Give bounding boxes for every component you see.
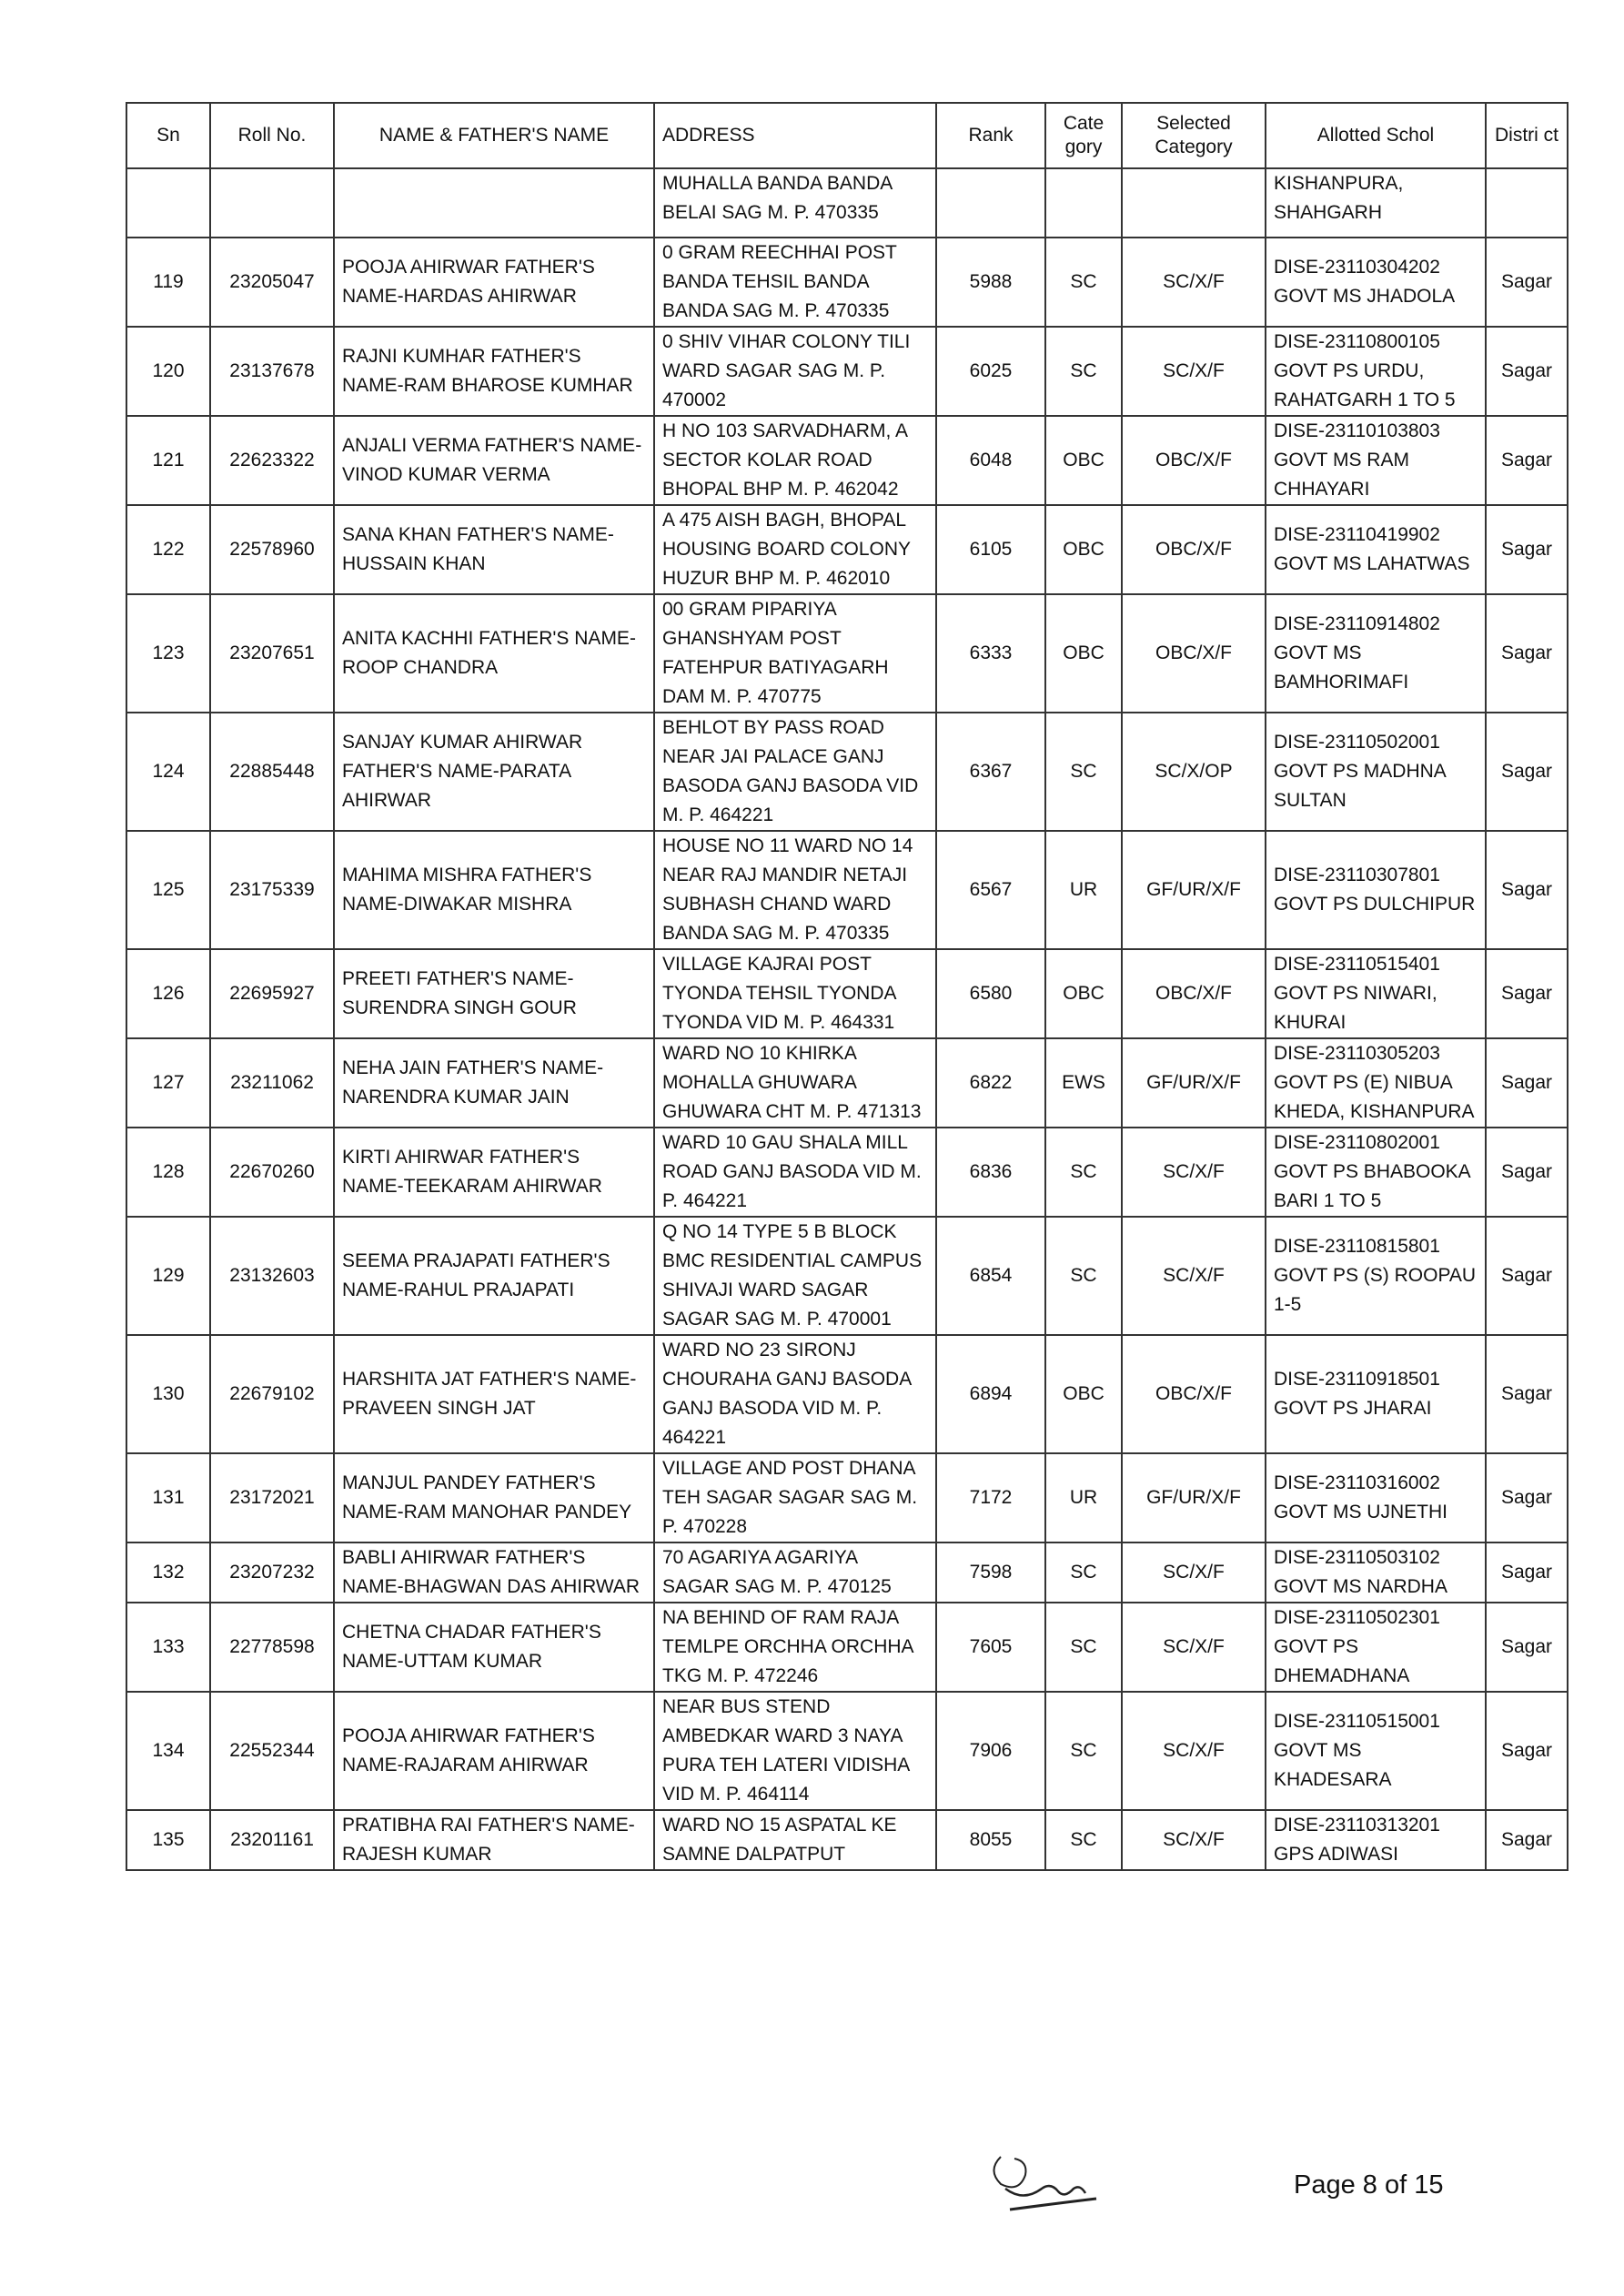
name-cell: ANJALI VERMA FATHER'S NAME-VINOD KUMAR VERMA [334,416,654,505]
name-cell: POOJA AHIRWAR FATHER'S NAME-RAJARAM AHIRWAR [334,1692,654,1810]
col-name: NAME & FATHER'S NAME [334,103,654,168]
category-cell: SC [1045,713,1122,831]
table-row [126,1128,1568,1217]
school-cell: DISE-23110419902 GOVT MS LAHATWAS [1266,505,1486,594]
selected-category-cell: GF/UR/X/F [1122,1038,1266,1128]
district-cell: Sagar [1486,594,1568,713]
selected-category-cell: SC/X/F [1122,1603,1266,1692]
selected-category-cell: OBC/X/F [1122,505,1266,594]
col-sn: Sn [126,103,210,168]
school-cell: DISE-23110313201 GPS ADIWASI [1266,1810,1486,1870]
selected-category-cell: OBC/X/F [1122,1335,1266,1453]
address-cell: WARD NO 10 KHIRKA MOHALLA GHUWARA GHUWARA CHT M. P. 471313 [654,1038,936,1128]
roll-cell: 23132603 [210,1217,334,1335]
district-cell: Sagar [1486,1810,1568,1870]
col-rank: Rank [936,103,1045,168]
district-cell: Sagar [1486,949,1568,1038]
district-cell: Sagar [1486,1128,1568,1217]
table-row [126,1038,1568,1128]
sn-cell: 135 [126,1810,210,1870]
table-row [126,1810,1568,1870]
rank-cell: 6025 [936,327,1045,416]
name-cell: MAHIMA MISHRA FATHER'S NAME-DIWAKAR MISHRA [334,831,654,949]
sn-cell: 129 [126,1217,210,1335]
district-cell: Sagar [1486,1692,1568,1810]
roll-cell: 23175339 [210,831,334,949]
table-row [126,1453,1568,1542]
table-row [126,1603,1568,1692]
rank-cell: 7605 [936,1603,1045,1692]
address-cell: MUHALLA BANDA BANDA BELAI SAG M. P. 470335 [654,168,936,238]
name-cell: PREETI FATHER'S NAME-SURENDRA SINGH GOUR [334,949,654,1038]
table-row [126,594,1568,713]
district-cell: Sagar [1486,327,1568,416]
continued-row [126,168,1568,238]
roll-cell: 22778598 [210,1603,334,1692]
sn-cell: 123 [126,594,210,713]
roll-cell: 23205047 [210,238,334,327]
rank-cell: 6836 [936,1128,1045,1217]
category-cell: SC [1045,1692,1122,1810]
district-cell: Sagar [1486,713,1568,831]
school-cell: DISE-23110103803 GOVT MS RAM CHHAYARI [1266,416,1486,505]
category-cell: OBC [1045,949,1122,1038]
category-cell: SC [1045,1128,1122,1217]
address-cell: NA BEHIND OF RAM RAJA TEMLPE ORCHHA ORCHHA TKG M. P. 472246 [654,1603,936,1692]
name-cell: ANITA KACHHI FATHER'S NAME-ROOP CHANDRA [334,594,654,713]
name-cell: MANJUL PANDEY FATHER'S NAME-RAM MANOHAR PANDEY [334,1453,654,1542]
selected-category-cell: SC/X/F [1122,1692,1266,1810]
school-cell: DISE-23110502301 GOVT PS DHEMADHANA [1266,1603,1486,1692]
rank-cell: 8055 [936,1810,1045,1870]
allotment-table [126,102,1569,1871]
name-cell: NEHA JAIN FATHER'S NAME-NARENDRA KUMAR JAIN [334,1038,654,1128]
roll-cell: 23201161 [210,1810,334,1870]
roll-cell: 22670260 [210,1128,334,1217]
rank-cell: 5988 [936,238,1045,327]
table-row [126,831,1568,949]
sn-cell: 130 [126,1335,210,1453]
roll-cell: 22578960 [210,505,334,594]
category-cell: SC [1045,1217,1122,1335]
address-cell: WARD NO 15 ASPATAL KE SAMNE DALPATPUT [654,1810,936,1870]
table-row [126,1692,1568,1810]
district-cell: Sagar [1486,1217,1568,1335]
table-row [126,1542,1568,1603]
selected-category-cell: SC/X/F [1122,1542,1266,1603]
sn-cell: 119 [126,238,210,327]
name-cell: POOJA AHIRWAR FATHER'S NAME-HARDAS AHIRWAR [334,238,654,327]
school-cell: DISE-23110815801 GOVT PS (S) ROOPAU 1-5 [1266,1217,1486,1335]
school-cell: DISE-23110800105 GOVT PS URDU, RAHATGARH 1 TO 5 [1266,327,1486,416]
rank-cell: 6854 [936,1217,1045,1335]
sn-cell: 120 [126,327,210,416]
col-selected-category: Selected Category [1122,103,1266,168]
school-cell: DISE-23110304202 GOVT MS JHADOLA [1266,238,1486,327]
col-district: Distri ct [1486,103,1568,168]
rank-cell: 7598 [936,1542,1045,1603]
roll-cell: 23172021 [210,1453,334,1542]
rank-cell: 6580 [936,949,1045,1038]
name-cell: SANJAY KUMAR AHIRWAR FATHER'S NAME-PARATA AHIRWAR [334,713,654,831]
district-cell: Sagar [1486,1603,1568,1692]
table-row [126,327,1568,416]
category-cell: OBC [1045,416,1122,505]
selected-category-cell: SC/X/F [1122,1810,1266,1870]
selected-category-cell: OBC/X/F [1122,594,1266,713]
address-cell: NEAR BUS STEND AMBEDKAR WARD 3 NAYA PURA TEH LATERI VIDISHA VID M. P. 464114 [654,1692,936,1810]
col-address: ADDRESS [654,103,936,168]
table-row [126,505,1568,594]
school-cell: DISE-23110515401 GOVT PS NIWARI, KHURAI [1266,949,1486,1038]
school-cell: KISHANPURA, SHAHGARH [1266,168,1486,238]
name-cell: PRATIBHA RAI FATHER'S NAME-RAJESH KUMAR [334,1810,654,1870]
col-allotted-school: Allotted Schol [1266,103,1486,168]
sn-cell: 133 [126,1603,210,1692]
name-cell: BABLI AHIRWAR FATHER'S NAME-BHAGWAN DAS AHIRWAR [334,1542,654,1603]
rank-cell: 6567 [936,831,1045,949]
col-roll: Roll No. [210,103,334,168]
roll-cell: 23207232 [210,1542,334,1603]
school-cell: DISE-23110316002 GOVT MS UJNETHI [1266,1453,1486,1542]
school-cell: DISE-23110503102 GOVT MS NARDHA [1266,1542,1486,1603]
sn-cell: 126 [126,949,210,1038]
roll-cell: 23137678 [210,327,334,416]
address-cell: WARD NO 23 SIRONJ CHOURAHA GANJ BASODA GANJ BASODA VID M. P. 464221 [654,1335,936,1453]
sn-cell: 132 [126,1542,210,1603]
address-cell: 00 GRAM PIPARIYA GHANSHYAM POST FATEHPUR BATIYAGARH DAM M. P. 470775 [654,594,936,713]
category-cell: UR [1045,1453,1122,1542]
category-cell: UR [1045,831,1122,949]
school-cell: DISE-23110515001 GOVT MS KHADESARA [1266,1692,1486,1810]
school-cell: DISE-23110502001 GOVT PS MADHNA SULTAN [1266,713,1486,831]
selected-category-cell: GF/UR/X/F [1122,831,1266,949]
col-category: Cate gory [1045,103,1122,168]
selected-category-cell: SC/X/F [1122,238,1266,327]
sn-cell: 134 [126,1692,210,1810]
table-row [126,713,1568,831]
page-number: Page 8 of 15 [1294,2170,1444,2200]
rank-cell: 6105 [936,505,1045,594]
name-cell: HARSHITA JAT FATHER'S NAME-PRAVEEN SINGH JAT [334,1335,654,1453]
address-cell: BEHLOT BY PASS ROAD NEAR JAI PALACE GANJ BASODA GANJ BASODA VID M. P. 464221 [654,713,936,831]
sn-cell: 121 [126,416,210,505]
name-cell: KIRTI AHIRWAR FATHER'S NAME-TEEKARAM AHIRWAR [334,1128,654,1217]
table-row [126,238,1568,327]
district-cell: Sagar [1486,1038,1568,1128]
category-cell: SC [1045,1542,1122,1603]
roll-cell: 22552344 [210,1692,334,1810]
category-cell: OBC [1045,1335,1122,1453]
table-row [126,949,1568,1038]
sn-cell: 125 [126,831,210,949]
roll-cell: 23211062 [210,1038,334,1128]
signature-mark [978,2139,1115,2230]
address-cell: 70 AGARIYA AGARIYA SAGAR SAG M. P. 470125 [654,1542,936,1603]
rank-cell: 6822 [936,1038,1045,1128]
school-cell: DISE-23110307801 GOVT PS DULCHIPUR [1266,831,1486,949]
allotment-list [126,102,1567,1871]
sn-cell: 131 [126,1453,210,1542]
district-cell: Sagar [1486,505,1568,594]
district-cell: Sagar [1486,1453,1568,1542]
school-cell: DISE-23110918501 GOVT PS JHARAI [1266,1335,1486,1453]
rank-cell: 6894 [936,1335,1045,1453]
roll-cell: 22885448 [210,713,334,831]
address-cell: A 475 AISH BAGH, BHOPAL HOUSING BOARD COLONY HUZUR BHP M. P. 462010 [654,505,936,594]
district-cell: Sagar [1486,1335,1568,1453]
school-cell: DISE-23110914802 GOVT MS BAMHORIMAFI [1266,594,1486,713]
name-cell: SANA KHAN FATHER'S NAME-HUSSAIN KHAN [334,505,654,594]
district-cell: Sagar [1486,238,1568,327]
name-cell: CHETNA CHADAR FATHER'S NAME-UTTAM KUMAR [334,1603,654,1692]
category-cell: SC [1045,1603,1122,1692]
roll-cell: 22679102 [210,1335,334,1453]
address-cell: Q NO 14 TYPE 5 B BLOCK BMC RESIDENTIAL CAMPUS SHIVAJI WARD SAGAR SAGAR SAG M. P. 470001 [654,1217,936,1335]
category-cell: SC [1045,238,1122,327]
sn-cell: 124 [126,713,210,831]
address-cell: H NO 103 SARVADHARM, A SECTOR KOLAR ROAD BHOPAL BHP M. P. 462042 [654,416,936,505]
selected-category-cell: GF/UR/X/F [1122,1453,1266,1542]
category-cell: OBC [1045,594,1122,713]
table-row [126,1217,1568,1335]
roll-cell: 23207651 [210,594,334,713]
district-cell: Sagar [1486,1542,1568,1603]
sn-cell: 127 [126,1038,210,1128]
selected-category-cell: SC/X/F [1122,1217,1266,1335]
category-cell: OBC [1045,505,1122,594]
selected-category-cell: SC/X/F [1122,1128,1266,1217]
rank-cell: 6333 [936,594,1045,713]
name-cell: SEEMA PRAJAPATI FATHER'S NAME-RAHUL PRAJAPATI [334,1217,654,1335]
address-cell: HOUSE NO 11 WARD NO 14 NEAR RAJ MANDIR NETAJI SUBHASH CHAND WARD BANDA SAG M. P. 470335 [654,831,936,949]
rank-cell: 7172 [936,1453,1045,1542]
category-cell: SC [1045,327,1122,416]
selected-category-cell: OBC/X/F [1122,416,1266,505]
address-cell: 0 SHIV VIHAR COLONY TILI WARD SAGAR SAG M. P. 470002 [654,327,936,416]
address-cell: 0 GRAM REECHHAI POST BANDA TEHSIL BANDA BANDA SAG M. P. 470335 [654,238,936,327]
school-cell: DISE-23110305203 GOVT PS (E) NIBUA KHEDA, KISHANPURA [1266,1038,1486,1128]
header-row [126,103,1568,168]
table-row [126,416,1568,505]
school-cell: DISE-23110802001 GOVT PS BHABOOKA BARI 1 TO 5 [1266,1128,1486,1217]
rank-cell: 7906 [936,1692,1045,1810]
address-cell: WARD 10 GAU SHALA MILL ROAD GANJ BASODA VID M. P. 464221 [654,1128,936,1217]
selected-category-cell: SC/X/OP [1122,713,1266,831]
district-cell: Sagar [1486,831,1568,949]
name-cell: RAJNI KUMHAR FATHER'S NAME-RAM BHAROSE KUMHAR [334,327,654,416]
sn-cell: 122 [126,505,210,594]
rank-cell: 6367 [936,713,1045,831]
category-cell: SC [1045,1810,1122,1870]
district-cell: Sagar [1486,416,1568,505]
roll-cell: 22623322 [210,416,334,505]
rank-cell: 6048 [936,416,1045,505]
selected-category-cell: OBC/X/F [1122,949,1266,1038]
sn-cell: 128 [126,1128,210,1217]
table-row [126,1335,1568,1453]
address-cell: VILLAGE KAJRAI POST TYONDA TEHSIL TYONDA TYONDA VID M. P. 464331 [654,949,936,1038]
category-cell: EWS [1045,1038,1122,1128]
selected-category-cell: SC/X/F [1122,327,1266,416]
roll-cell: 22695927 [210,949,334,1038]
address-cell: VILLAGE AND POST DHANA TEH SAGAR SAGAR SAG M. P. 470228 [654,1453,936,1542]
